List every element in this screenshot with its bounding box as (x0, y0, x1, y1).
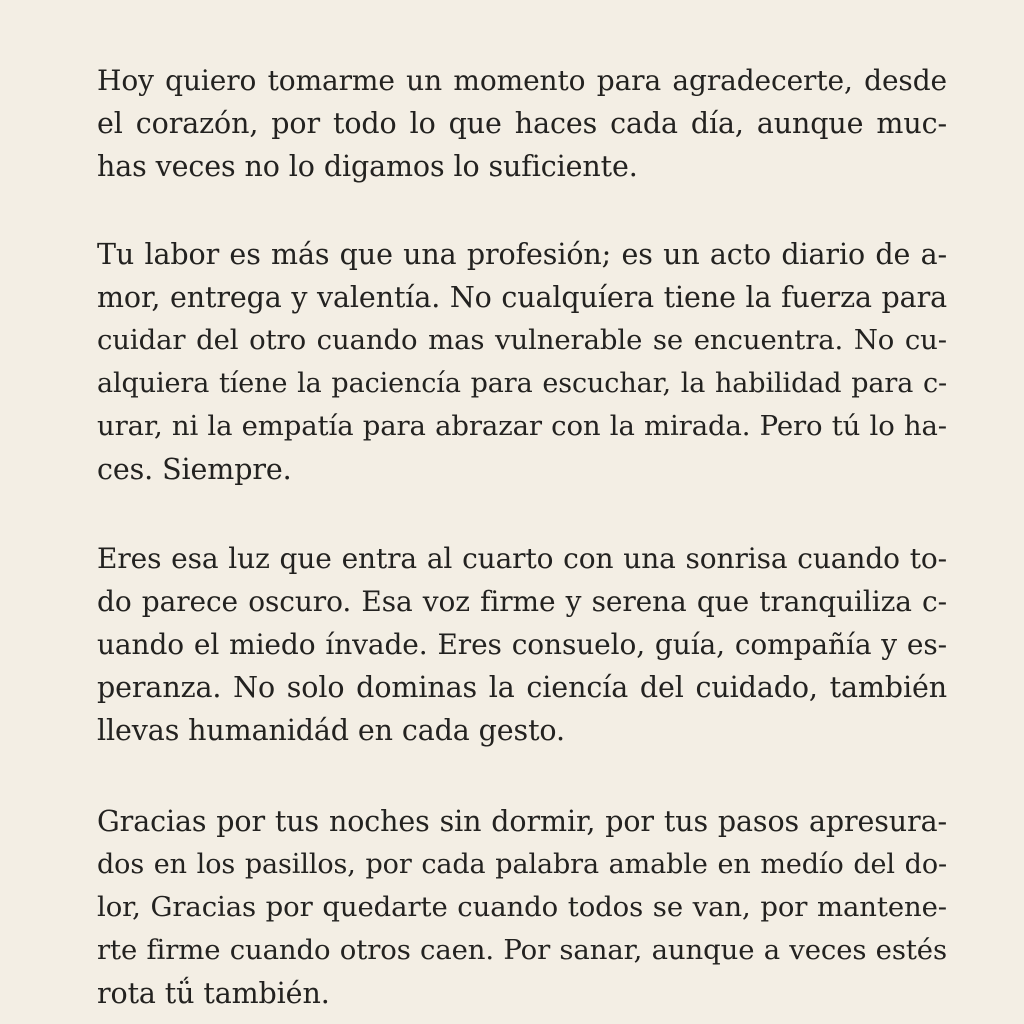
text-line: Eres esa luz que entra al cuarto con una sonrisa cuando to- (97, 542, 947, 575)
text-line: dos en los pasillos, por cada palabra amable en medío del do- (97, 849, 947, 880)
text-line: alquiera tíene la paciencía para escuchar, la habilidad para c- (97, 368, 947, 399)
text-line: has veces no lo digamos lo suficiente. (97, 150, 638, 183)
paragraph-2 (97, 233, 947, 491)
text-line: peranza. No solo dominas la ciencía del cuidado, también (97, 671, 947, 704)
text-line: ces. Siempre. (97, 453, 292, 486)
text-line: rte firme cuando otros caen. Por sanar, aunque a veces estés (97, 934, 947, 966)
text-line: cuidar del otro cuando mas vulnerable se encuentra. No cu- (97, 324, 947, 356)
text-line: do parece oscuro. Esa voz firme y serena que tranquiliza c- (97, 585, 947, 618)
text-line: urar, ni la empatía para abrazar con la mirada. Pero tú lo ha- (97, 410, 947, 442)
text-line: mor, entrega y valentía. No cualquíera tiene la fuerza para (97, 281, 947, 314)
text-line: Hoy quiero tomarme un momento para agradecerte, desde (97, 64, 947, 97)
paragraph-1 (97, 59, 947, 188)
text-line: el corazón, por todo lo que haces cada día, aunque muc- (97, 107, 947, 140)
text-line: rota tǘ también. (97, 977, 330, 1010)
text-line: Gracias por tus noches sin dormir, por tus pasos apresura- (97, 805, 947, 838)
text-line: llevas humanidád en cada gesto. (97, 714, 565, 747)
paragraph-4 (97, 800, 947, 1015)
text-line: uando el miedo ínvade. Eres consuelo, guía, compañía y es- (97, 628, 947, 661)
text-line: lor, Gracias por quedarte cuando todos se van, por mantene- (97, 891, 947, 923)
text-line: Tu labor es más que una profesión; es un acto diario de a- (97, 238, 947, 271)
paragraph-3 (97, 537, 947, 752)
